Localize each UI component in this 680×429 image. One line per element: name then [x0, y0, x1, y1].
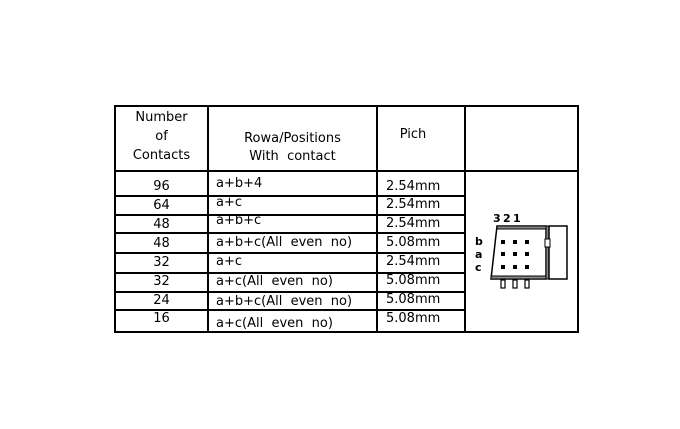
header-rows-1: Rowa/Positions — [244, 131, 341, 146]
table-border-top — [114, 105, 579, 107]
header-contacts-1: Number — [135, 110, 188, 125]
cell-contacts: 32 — [153, 255, 170, 270]
cell-rows: a+c — [216, 195, 243, 210]
cell-pitch: 5.08mm — [386, 311, 441, 326]
cell-rows: a+b+4 — [216, 176, 263, 191]
row-divider — [114, 232, 465, 234]
pin-column-label: 3 — [493, 212, 501, 225]
cell-contacts: 32 — [153, 274, 170, 289]
header-contacts-3: Contacts — [132, 148, 191, 163]
cell-pitch: 5.08mm — [386, 235, 441, 250]
cell-contacts: 96 — [153, 179, 170, 194]
pin-row-label: b — [475, 235, 483, 248]
cell-pitch: 2.54mm — [386, 197, 441, 212]
header-contacts-2: of — [155, 129, 168, 144]
cell-rows: a+b+c(All even no) — [216, 294, 353, 309]
cell-pitch: 2.54mm — [386, 216, 441, 231]
header-pitch: Pich — [399, 127, 427, 142]
cell-contacts: 64 — [153, 198, 170, 213]
cell-rows: a+b+c(All even no) — [216, 235, 353, 250]
cell-pitch: 2.54mm — [386, 254, 441, 269]
header-rows-2: With contact — [249, 149, 336, 164]
cell-pitch: 2.54mm — [386, 179, 441, 194]
pin-row-label: c — [475, 261, 482, 274]
cell-contacts: 24 — [153, 293, 170, 308]
cell-pitch: 5.08mm — [386, 292, 441, 307]
cell-contacts: 48 — [153, 217, 170, 232]
pin-row-label: a — [475, 248, 483, 261]
pin-column-label: 2 — [503, 212, 511, 225]
pin-column-label: 1 — [513, 212, 521, 225]
cell-rows: a+c(All even no) — [216, 274, 333, 289]
cell-rows: a+c — [216, 254, 243, 269]
cell-rows: a+c(All even no) — [216, 316, 333, 331]
table-border-right — [577, 105, 579, 333]
connector-diagram — [466, 172, 577, 331]
connector-outline-icon — [466, 172, 577, 331]
cell-contacts: 48 — [153, 236, 170, 251]
cell-rows: a+b+c — [216, 213, 262, 228]
cell-pitch: 5.08mm — [386, 273, 441, 288]
cell-contacts: 16 — [153, 311, 170, 326]
table-border-bottom — [114, 331, 579, 333]
